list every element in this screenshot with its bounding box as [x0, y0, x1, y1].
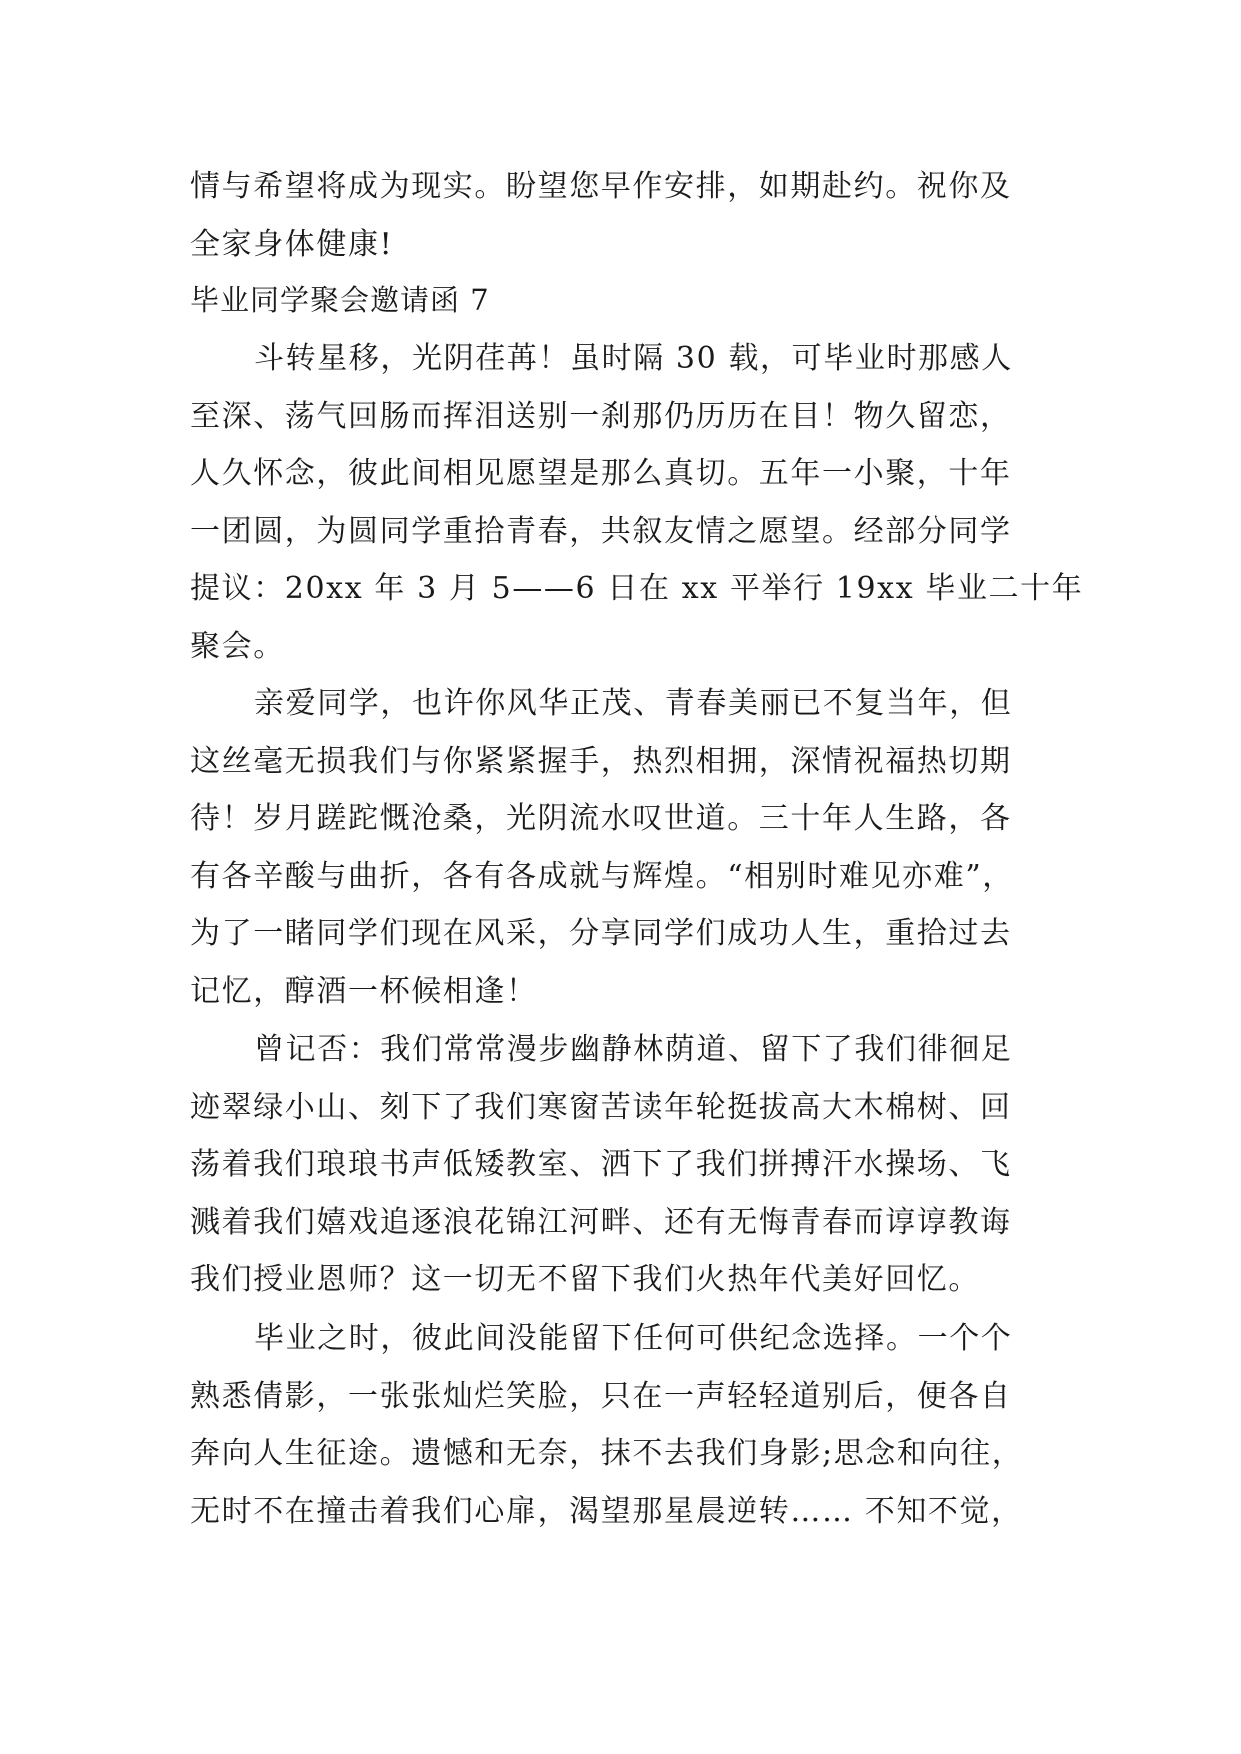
text-line: 提议：20xx 年 3 月 5——6 日在 xx 平举行 19xx 毕业二十年	[190, 571, 1084, 606]
text-line: 荡着我们琅琅书声低矮教室、洒下了我们拼搏汗水操场、飞	[190, 1147, 1012, 1182]
body-paragraph	[190, 675, 1060, 1020]
closing-paragraph	[190, 158, 1060, 273]
text-line: 聚会。	[190, 628, 285, 664]
text-line: 熟悉倩影，一张张灿烂笑脸，只在一声轻轻道别后，便各自	[190, 1378, 1012, 1414]
text-line: 无时不在撞击着我们心扉，渴望那星晨逆转…… 不知不觉，	[190, 1493, 1023, 1529]
text-line: 这丝毫无损我们与你紧紧握手，热烈相拥，深情祝福热切期	[190, 743, 1012, 779]
text-line: 曾记否：我们常常漫步幽静林荫道、留下了我们徘徊足	[254, 1032, 1013, 1067]
body-paragraph	[190, 1310, 1060, 1540]
text-line: 记忆，醇酒一杯候相逢！	[190, 973, 538, 1009]
text-line: 迹翠绿小山、刻下了我们寒窗苦读年轮挺拔高大木棉树、回	[190, 1089, 1012, 1125]
text-line: 斗转星移，光阴荏苒！虽时隔 30 载，可毕业时那感人	[254, 341, 1013, 376]
text-line: 至深、荡气回肠而挥泪送别一刹那仍历历在目！物久留恋，	[190, 398, 1012, 434]
text-line: 人久怀念，彼此间相见愿望是那么真切。五年一小聚，十年	[190, 456, 1012, 491]
text-line: 我们授业恩师？这一切无不留下我们火热年代美好回忆。	[190, 1262, 980, 1297]
section-heading-block	[190, 272, 1060, 330]
text-line: 溅着我们嬉戏追逐浪花锦江河畔、还有无悔青春而谆谆教诲	[190, 1204, 1012, 1240]
text-line: 为了一睹同学们现在风采，分享同学们成功人生，重拾过去	[190, 916, 1012, 951]
text-line: 情与希望将成为现实。盼望您早作安排，如期赴约。祝你及	[190, 169, 1012, 204]
text-line: 亲爱同学，也许你风华正茂、青春美丽已不复当年，但	[254, 686, 1013, 721]
text-line: 有各辛酸与曲折，各有各成就与辉煌。“相别时难见亦难”，	[190, 858, 1014, 894]
section-heading: 毕业同学聚会邀请函 7	[190, 283, 490, 317]
body-paragraph	[190, 330, 1084, 675]
text-line: 毕业之时，彼此间没能留下任何可供纪念选择。一个个	[254, 1321, 1013, 1356]
text-line: 全家身体健康!	[190, 226, 394, 262]
text-line: 待！岁月蹉跎慨沧桑，光阴流水叹世道。三十年人生路，各	[190, 801, 1012, 836]
body-paragraph	[190, 1021, 1060, 1309]
text-line: 一团圆，为圆同学重拾青春，共叙友情之愿望。经部分同学	[190, 513, 1012, 549]
text-line: 奔向人生征途。遗憾和无奈，抹不去我们身影;思念和向往，	[190, 1436, 1024, 1471]
